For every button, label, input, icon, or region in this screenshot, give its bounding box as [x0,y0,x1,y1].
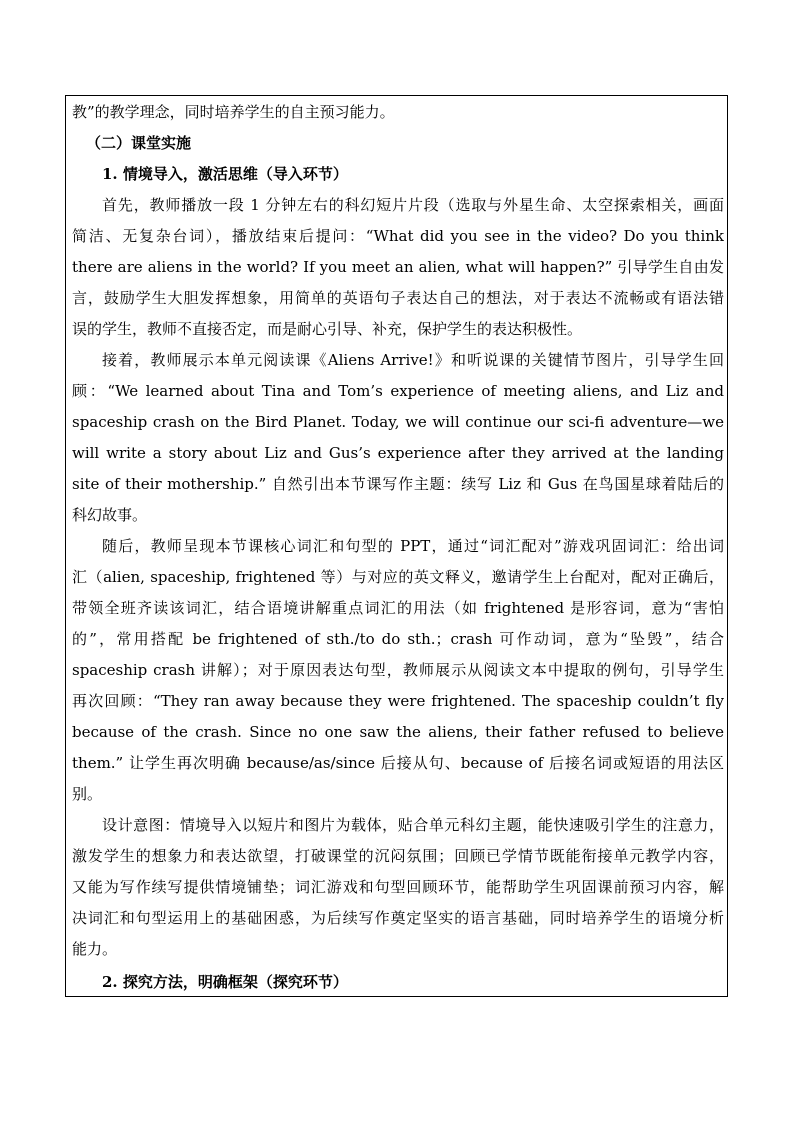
text-line: 带领全班齐读该词汇，结合语境讲解重点词汇的用法（如 frightened 是形容词，意为“害怕 [72,599,724,617]
text-line: 随后，教师呈现本节课核心词汇和句型的 PPT，通过“词汇配对”游戏巩固词汇：给出词 [102,537,724,555]
text-line: them.” 让学生再次明确 because/as/since 后接从句、because of 后接名词或短语的用法区 [72,754,724,772]
text-line: 又能为写作续写提供情境铺垫；词汇游戏和句型回顾环节，能帮助学生巩固课前预习内容，解 [72,878,724,896]
document-body [72,97,724,998]
text-line: 的”，常用搭配 be frightened of sth./to do sth.；crash 可作动词，意为“坠毁”，结合 [72,630,724,648]
text-line: 首先，教师播放一段 1 分钟左右的科幻短片片段（选取与外星生命、太空探索相关，画面 [102,196,724,214]
section-heading: （二）课堂实施 [86,134,192,152]
text-line: 再次回顾：“They ran away because they were frightened. The spaceship couldn’t fly [72,692,724,710]
subsection-heading: 2. 探究方法，明确框架（探究环节） [102,973,348,991]
subsection-heading: 1. 情境导入，激活思维（导入环节） [102,165,348,183]
text-line: spaceship crash on the Bird Planet. Today, we will continue our sci-fi adventure—we [72,413,724,431]
text-line: spaceship crash 讲解）；对于原因表达句型，教师展示从阅读文本中提取的例句，引导学生 [72,661,724,679]
text-line: because of the crash. Since no one saw the aliens, their father refused to believe [72,723,724,741]
text-line: 能力。 [72,940,118,958]
text-line: 误的学生，教师不直接否定，而是耐心引导、补充，保护学生的表达积极性。 [72,320,583,338]
text-line: 言，鼓励学生大胆发挥想象，用简单的英语句子表达自己的想法，对于表达不流畅或有语法错 [72,289,724,307]
text-line: 别。 [72,785,103,803]
text-line: 简洁、无复杂台词），播放结束后提问：“What did you see in the video? Do you think [72,227,724,245]
text-line: 汇（alien, spaceship, frightened 等）与对应的英文释义，邀请学生上台配对，配对正确后， [72,568,724,586]
text-line: there are aliens in the world? If you meet an alien, what will happen?” 引导学生自由发 [72,258,724,276]
text-line: 决词汇和句型运用上的基础困惑，为后续写作奠定坚实的语言基础，同时培养学生的语境分析 [72,909,724,927]
text-line: 设计意图：情境导入以短片和图片为载体，贴合单元科幻主题，能快速吸引学生的注意力， [102,816,724,834]
text-line: will write a story about Liz and Gus’s experience after they arrived at the landing [72,444,724,462]
text-line: 科幻故事。 [72,506,148,524]
text-line: 教”的教学理念，同时培养学生的自主预习能力。 [72,103,395,121]
text-line: 激发学生的想象力和表达欲望，打破课堂的沉闷氛围；回顾已学情节既能衔接单元教学内容， [72,847,724,865]
text-line: site of their mothership.” 自然引出本节课写作主题：续写 Liz 和 Gus 在鸟国星球着陆后的 [72,475,724,493]
text-line: 接着，教师展示本单元阅读课《Aliens Arrive!》和听说课的关键情节图片，引导学生回 [102,351,724,369]
text-line: 顾：“We learned about Tina and Tom’s experience of meeting aliens, and Liz and [72,382,724,400]
